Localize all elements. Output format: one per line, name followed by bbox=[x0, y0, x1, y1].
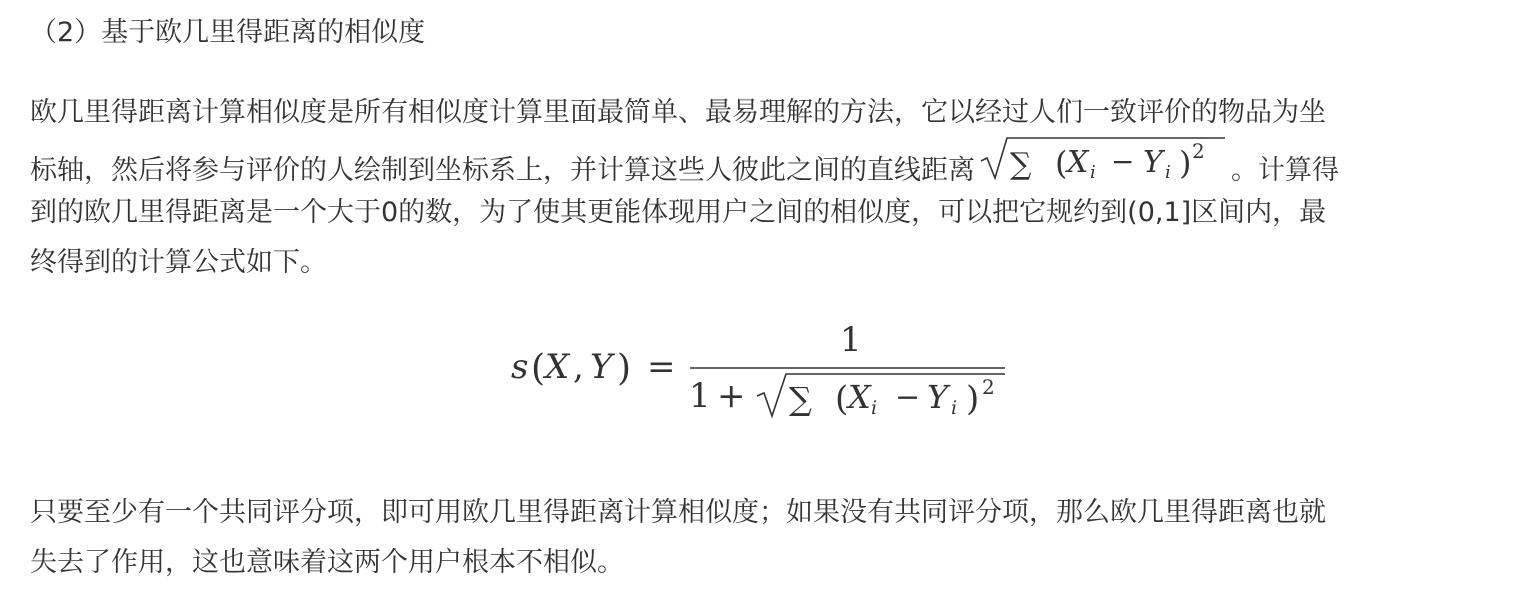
paragraph-line: 失去了作用，这也意味着这两个用户根本不相似。 bbox=[30, 547, 624, 578]
sum-symbol: ∑ bbox=[789, 380, 812, 418]
var-x: X bbox=[1067, 145, 1089, 180]
paragraph-line: 终得到的计算公式如下。 bbox=[30, 247, 327, 278]
var-s: s bbox=[511, 347, 529, 387]
sum-symbol: ∑ bbox=[1010, 147, 1032, 182]
subscript-i: i bbox=[951, 397, 958, 419]
var-x: X bbox=[545, 347, 570, 387]
denominator-one: 1 bbox=[689, 376, 711, 416]
equals-sign: = bbox=[647, 347, 676, 387]
paragraph-text: 标轴，然后将参与评价的人绘制到坐标系上，并计算这些人彼此之间的直线距离 bbox=[30, 155, 975, 186]
inline-formula-svg bbox=[979, 134, 1227, 184]
similarity-formula bbox=[505, 318, 1015, 428]
minus-sign: − bbox=[1111, 145, 1135, 178]
subscript-i: i bbox=[1090, 162, 1096, 183]
paragraph-line: 只要至少有一个共同评分项，即可用欧几里得距离计算相似度；如果没有共同评分项，那么欧几里得距离也就 bbox=[30, 497, 1326, 528]
var-y: Y bbox=[590, 347, 613, 387]
subscript-i: i bbox=[1165, 162, 1171, 183]
block-formula-svg bbox=[505, 318, 1015, 428]
paragraph-line-with-formula bbox=[30, 138, 1492, 188]
plus-sign: + bbox=[717, 376, 746, 416]
inline-distance-formula bbox=[979, 134, 1227, 201]
paragraph-conclusion bbox=[30, 488, 1492, 588]
open-paren: ( bbox=[1055, 144, 1068, 182]
close-paren: ) bbox=[1179, 144, 1192, 182]
var-y: Y bbox=[927, 378, 949, 416]
subscript-i: i bbox=[871, 397, 878, 419]
paragraph-text: 。计算得 bbox=[1231, 155, 1339, 186]
comma: , bbox=[573, 347, 584, 387]
paragraph-intro bbox=[30, 88, 1492, 288]
paragraph-line: 到的欧几里得距离是一个大于0的数，为了使其更能体现用户之间的相似度，可以把它规约到(0,1]区间内，最 bbox=[30, 197, 1327, 228]
close-paren: ) bbox=[617, 348, 632, 389]
open-paren: ( bbox=[835, 379, 849, 419]
numerator-one: 1 bbox=[840, 320, 862, 360]
paragraph-line: 欧几里得距离计算相似度是所有相似度计算里面最简单、最易理解的方法，它以经过人们一致评价的物品为坐 bbox=[30, 97, 1326, 128]
open-paren: ( bbox=[531, 348, 546, 389]
minus-sign: − bbox=[895, 380, 921, 415]
section-heading: （2）基于欧几里得距离的相似度 bbox=[30, 17, 426, 48]
var-x: X bbox=[848, 378, 871, 416]
var-y: Y bbox=[1143, 145, 1163, 180]
exponent-2: 2 bbox=[1192, 139, 1205, 163]
exponent-2: 2 bbox=[982, 375, 995, 399]
close-paren: ) bbox=[966, 379, 980, 419]
